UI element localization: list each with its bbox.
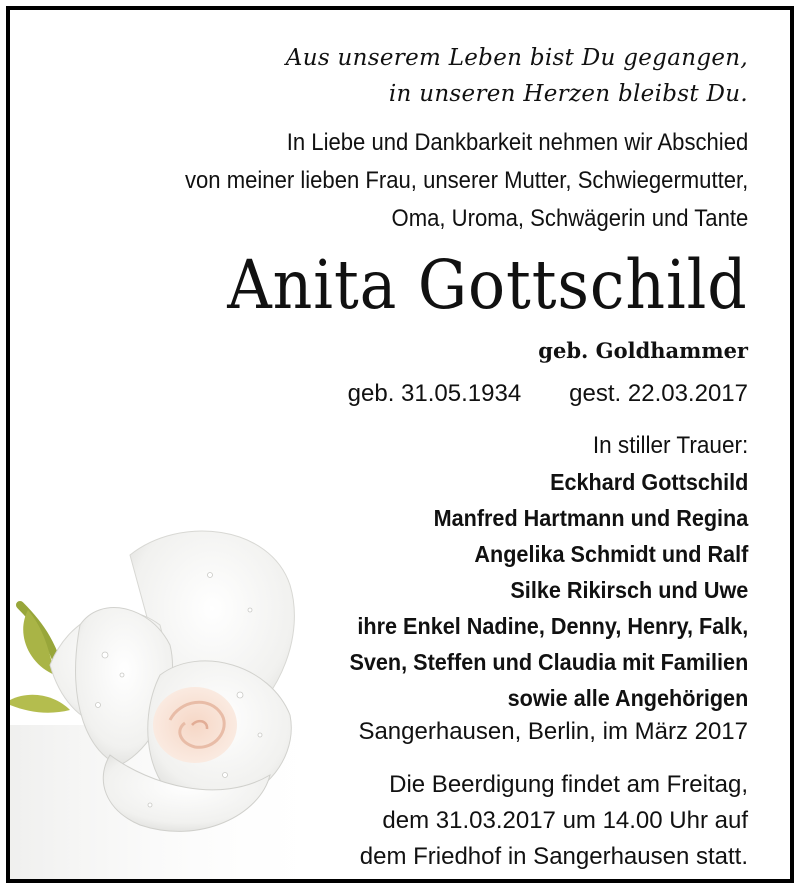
white-rose-image <box>10 515 340 883</box>
mourning-lead: In stiller Trauer: <box>592 432 748 459</box>
intro-line: von meiner lieben Frau, unserer Mutter, Schwiegermutter, <box>184 167 748 194</box>
mourner-line: Angelika Schmidt und Ralf <box>474 541 748 567</box>
mourner-line: Sven, Steffen und Claudia mit Familien <box>349 649 748 675</box>
deceased-name: Anita Gottschild <box>227 246 748 324</box>
motto-line: Aus unserem Leben bist Du gegangen, <box>285 45 748 71</box>
intro-line: In Liebe und Dankbarkeit nehmen wir Abschied <box>286 129 748 156</box>
motto-line: in unseren Herzen bleibst Du. <box>388 81 748 107</box>
mourner-line: ihre Enkel Nadine, Denny, Henry, Falk, <box>357 613 748 639</box>
mourner-line: Eckhard Gottschild <box>549 469 748 495</box>
funeral-line: dem Friedhof in Sangerhausen statt. <box>359 843 748 870</box>
maiden-name: geb. Goldhammer <box>538 338 748 363</box>
death-date: gest. 22.03.2017 <box>569 380 748 407</box>
mourner-line: Manfred Hartmann und Regina <box>433 505 748 531</box>
funeral-info <box>360 767 748 875</box>
mourner-line: Silke Rikirsch und Uwe <box>510 577 748 603</box>
intro-line: Oma, Uroma, Schwägerin und Tante <box>391 205 748 232</box>
birth-date: geb. 31.05.1934 <box>347 380 522 407</box>
intro-text <box>185 124 748 238</box>
obituary-notice <box>6 6 794 883</box>
life-dates <box>348 376 748 412</box>
mourner-line: sowie alle Angehörigen <box>507 685 748 711</box>
motto <box>286 40 748 112</box>
mourners-list <box>349 428 748 716</box>
place-and-date: Sangerhausen, Berlin, im März 2017 <box>358 718 748 745</box>
funeral-line: dem 31.03.2017 um 14.00 Uhr auf <box>382 807 748 834</box>
funeral-line: Die Beerdigung findet am Freitag, <box>389 771 748 798</box>
